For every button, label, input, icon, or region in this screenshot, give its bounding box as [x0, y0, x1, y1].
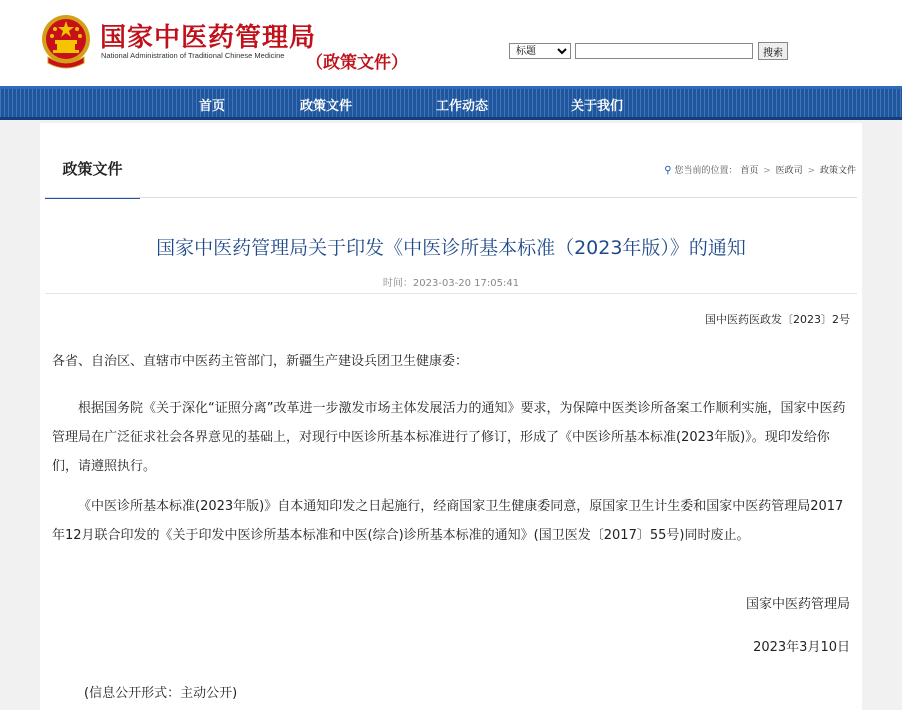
column-tag: （政策文件） [306, 53, 408, 73]
breadcrumb-prefix: 您当前的位置： [674, 166, 738, 176]
article-time-value: 2023-03-20 17:05:41 [412, 278, 520, 289]
article-paragraph: 根据国务院《关于深化“证照分离”改革进一步激发市场主体发展活力的通知》要求，为保障中医类诊所备案工作顺利实施，国家中医药管理局在广泛征求社会各界意见的基础上，对现行中医诊所基本标准进行了修订，形成了《中医诊所基本标准(2023年版)》。现印发给你们，请遵照执行。 [52, 401, 846, 474]
breadcrumb-department[interactable]: 医政司 [775, 166, 803, 176]
signature-organization: 国家中医药管理局 [745, 597, 850, 612]
nav-item-policy[interactable]: 政策文件 [300, 99, 353, 114]
article-paragraph: 《中医诊所基本标准(2023年版)》自本通知印发之日起施行，经商国家卫生健康委同意，原国家卫生计生委和国家中医药管理局2017年12月联合印发的《关于印发中医诊所基本标准和中医(综合)诊所基本标准的通知》(国卫医发〔2017〕55号)同时废止。 [52, 499, 844, 543]
article-title: 国家中医药管理局关于印发《中医诊所基本标准（2023年版）》的通知 [156, 237, 746, 259]
search-scope-select[interactable] [509, 43, 571, 59]
search-input[interactable] [575, 43, 753, 59]
breadcrumb [664, 163, 856, 176]
breadcrumb-separator: > [807, 166, 816, 176]
location-pin-icon: ⚲ [664, 165, 672, 176]
nav-item-about[interactable]: 关于我们 [571, 99, 624, 114]
article-time-label: 时间： [382, 278, 413, 289]
national-emblem-icon [40, 13, 92, 69]
site-subtitle: National Administration of Traditional Chinese Medicine [101, 51, 285, 60]
site-title[interactable]: 国家中医药管理局 [100, 23, 317, 53]
signature-date: 2023年3月10日 [753, 640, 850, 655]
breadcrumb-separator: > [763, 166, 771, 176]
breadcrumb-current[interactable]: 政策文件 [819, 166, 856, 176]
disclosure-note: (信息公开形式：主动公开) [84, 686, 238, 701]
section-tab[interactable] [45, 145, 140, 199]
article-greeting: 各省、自治区、直辖市中医药主管部门，新疆生产建设兵团卫生健康委： [52, 354, 469, 369]
content-panel [40, 123, 862, 710]
section-divider [45, 197, 857, 198]
document-number: 国中医药医政发〔2023〕2号 [705, 313, 850, 326]
search-button[interactable]: 搜索 [758, 42, 788, 60]
nav-item-news[interactable]: 工作动态 [436, 99, 489, 114]
breadcrumb-home[interactable]: 首页 [740, 166, 759, 176]
title-divider [45, 293, 857, 294]
nav-item-home[interactable]: 首页 [199, 99, 226, 114]
site-header [0, 0, 902, 86]
section-tab-label: 政策文件 [62, 160, 123, 178]
article-time [40, 274, 862, 289]
main-nav [0, 86, 902, 120]
